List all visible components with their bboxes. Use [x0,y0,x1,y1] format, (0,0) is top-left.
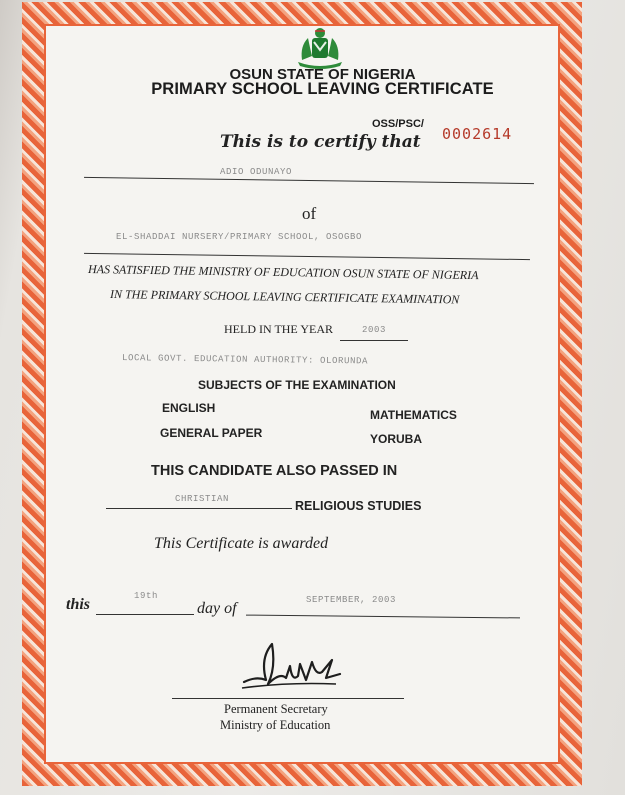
religious-studies-label: RELIGIOUS STUDIES [295,499,422,513]
subject-yoruba: YORUBA [370,432,423,446]
religion-value: CHRISTIAN [175,494,230,504]
this-label: this [66,596,91,613]
day-line [96,614,194,615]
serial-label: OSS/PSC/ [372,118,424,130]
subject-english: ENGLISH [162,401,216,415]
signature-icon [236,638,346,694]
school-name: EL-SHADDAI NURSERY/PRIMARY SCHOOL, OSOGBO [116,232,363,242]
subject-mathematics: MATHEMATICS [370,408,457,422]
candidate-name: ADIO ODUNAYO [220,167,293,177]
education-authority: LOCAL GOVT. EDUCATION AUTHORITY: OLORUNDA [121,353,369,367]
day-of-label: day of [197,600,237,617]
subject-general-paper: GENERAL PAPER [160,426,263,440]
held-label: HELD IN THE YEAR [224,322,333,336]
coat-of-arms-icon [290,26,350,70]
signatory-title: Permanent Secretary [224,702,328,716]
signatory-org: Ministry of Education [220,718,331,732]
signature-line [172,698,404,699]
awarded-text: This Certificate is awarded [154,535,329,552]
serial-number: 0002614 [442,125,513,143]
also-passed-heading: THIS CANDIDATE ALSO PASSED IN [151,463,398,479]
month-year: SEPTEMBER, 2003 [306,595,397,605]
of-text: of [302,204,317,223]
exam-year: 2003 [362,325,387,335]
religion-line [106,508,292,509]
subjects-heading: SUBJECTS OF THE EXAMINATION [198,378,396,392]
day-value: 19th [134,591,159,601]
statement-line-2: IN THE PRIMARY SCHOOL LEAVING CERTIFICATE EXAMINATION [109,287,460,307]
certify-text: This is to certify that [220,132,421,152]
statement-line-1: HAS SATISFIED THE MINISTRY OF EDUCATION OSUN STATE OF NIGERIA [87,262,479,283]
state-heading: OSUN STATE OF NIGERIA [229,66,416,83]
certificate-title: PRIMARY SCHOOL LEAVING CERTIFICATE [151,80,494,98]
year-line [340,340,408,341]
